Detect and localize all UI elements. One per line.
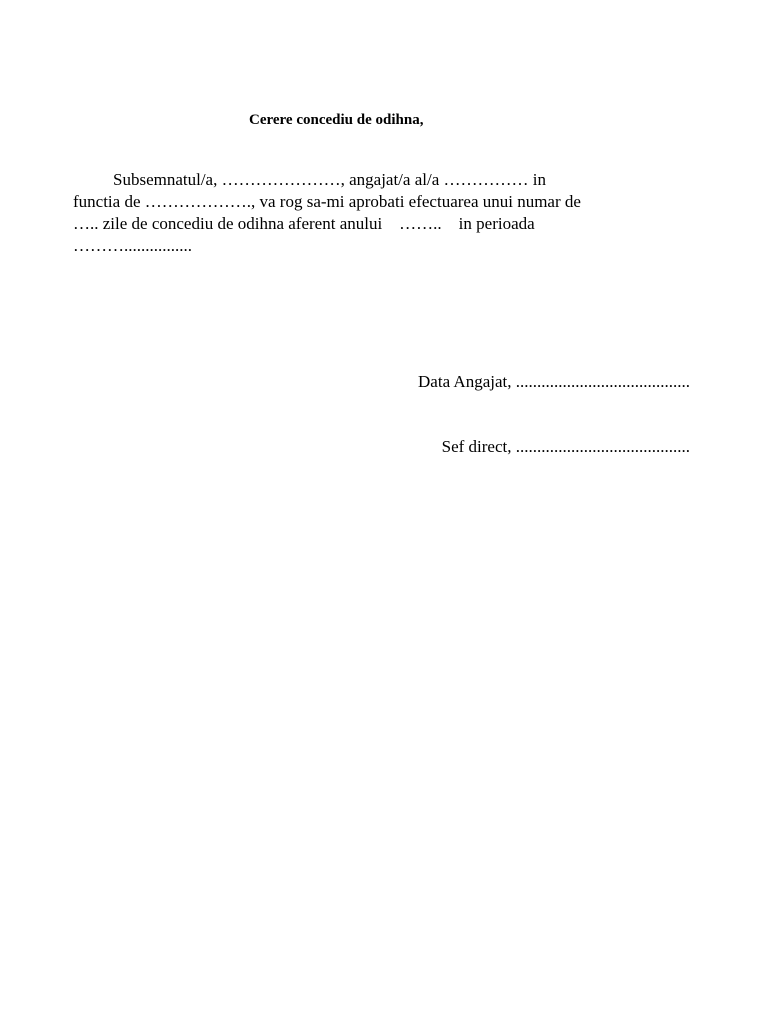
paragraph-line-1: Subsemnatul/a, …………………, angajat/a al/a …………… in xyxy=(113,170,546,189)
paragraph-line-3: ….. zile de concediu de odihna aferent anului …….. in perioada xyxy=(73,214,535,233)
employee-signature-line: Data Angajat, ......................................... xyxy=(418,372,690,391)
document-title: Cerere concediu de odihna, xyxy=(249,112,424,128)
paragraph-line-4: ………................ xyxy=(73,236,192,255)
manager-signature-line: Sef direct, ......................................... xyxy=(441,437,690,456)
paragraph-line-2: functia de ………………., va rog sa-mi aprobati efectuarea unui numar de xyxy=(73,192,581,211)
